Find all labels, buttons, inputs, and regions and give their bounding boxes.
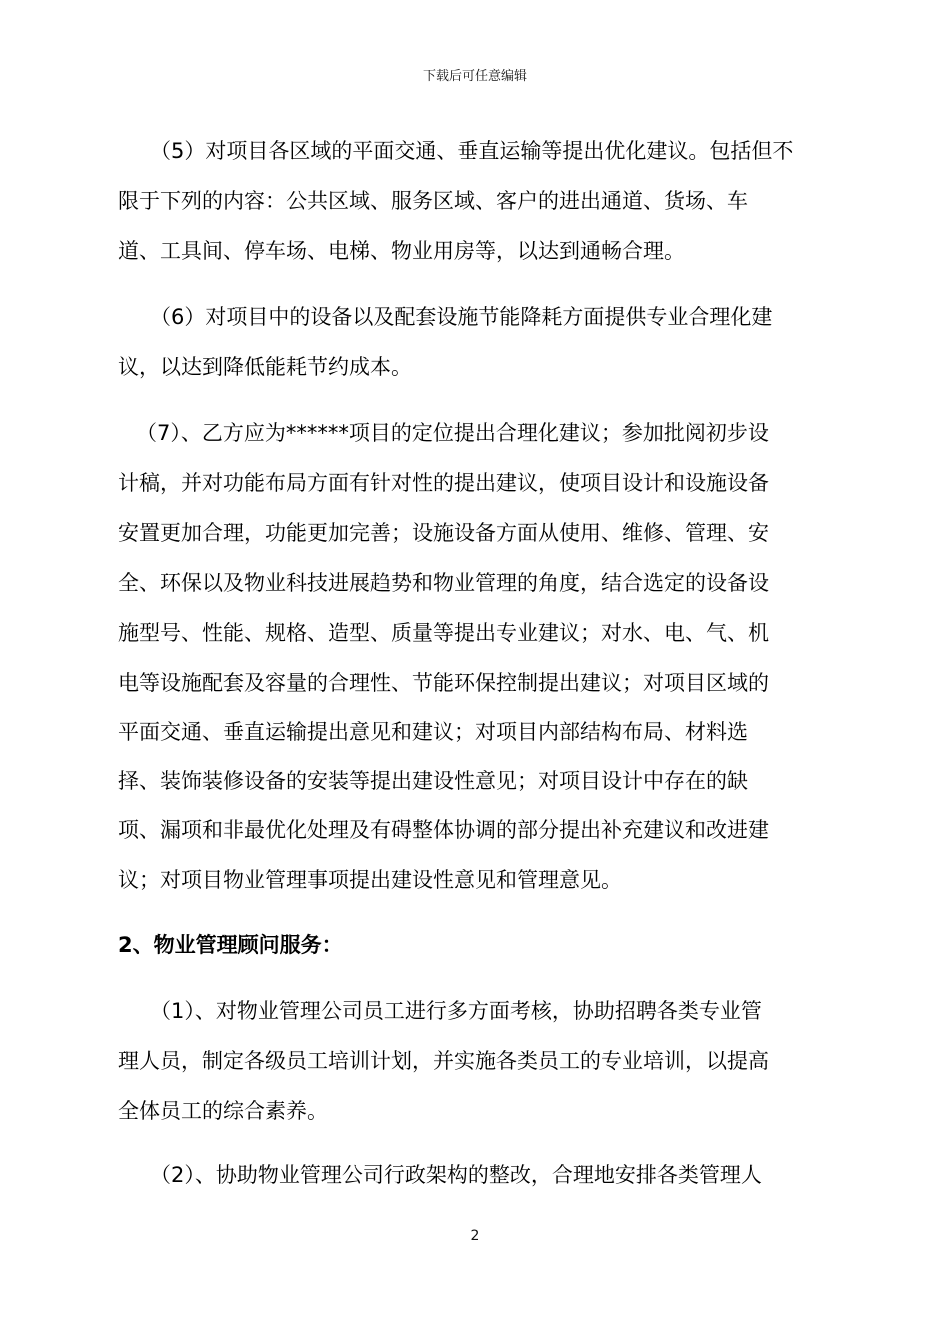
paragraph-5-line-2: 限于下列的内容：公共区域、服务区域、客户的进出通道、货场、车 [118,189,748,213]
paragraph-7-line-6: 电等设施配套及容量的合理性、节能环保控制提出建议；对项目区域的 [118,671,769,695]
paragraph-7-line-8: 择、装饰装修设备的安装等提出建设性意见；对项目设计中存在的缺 [118,769,748,793]
paragraph-7-line-1: （7）、乙方应为******项目的定位提出合理化建议；参加批阅初步设 [136,421,769,445]
paragraph-7-line-2: 计稿，并对功能布局方面有针对性的提出建议，使项目设计和设施设备 [118,471,769,495]
paragraph-7-line-7: 平面交通、垂直运输提出意见和建议；对项目内部结构布局、材料选 [118,720,748,744]
paragraph-7-line-5: 施型号、性能、规格、造型、质量等提出专业建议；对水、电、气、机 [118,621,769,645]
paragraph-7-line-4: 全、环保以及物业科技进展趋势和物业管理的角度，结合选定的设备设 [118,571,769,595]
page-header: 下载后可任意编辑 [422,69,527,84]
page-number: 2 [470,1228,480,1244]
paragraph-1-line-1: （1）、对物业管理公司员工进行多方面考核，协助招聘各类专业管 [150,999,762,1023]
paragraph-2-line-1: （2）、协助物业管理公司行政架构的整改，合理地安排各类管理人 [150,1163,762,1187]
paragraph-5-line-1: （5）对项目各区域的平面交通、垂直运输等提出优化建议。包括但不 [150,139,794,163]
paragraph-7-line-9: 项、漏项和非最优化处理及有碍整体协调的部分提出补充建议和改进建 [118,818,769,842]
paragraph-6-line-1: （6）对项目中的设备以及配套设施节能降耗方面提供专业合理化建 [150,305,773,329]
paragraph-7-line-3: 安置更加合理，功能更加完善；设施设备方面从使用、维修、管理、安 [118,521,769,545]
paragraph-7-line-10: 议；对项目物业管理事项提出建设性意见和管理意见。 [118,868,622,892]
paragraph-6-line-2: 议，以达到降低能耗节约成本。 [118,355,412,379]
paragraph-1-line-3: 全体员工的综合素养。 [118,1099,328,1123]
section-heading: 2、物业管理顾问服务： [118,933,343,957]
paragraph-1-line-2: 理人员，制定各级员工培训计划，并实施各类员工的专业培训，以提高 [118,1049,769,1073]
paragraph-5-line-3: 道、工具间、停车场、电梯、物业用房等，以达到通畅合理。 [118,239,685,263]
